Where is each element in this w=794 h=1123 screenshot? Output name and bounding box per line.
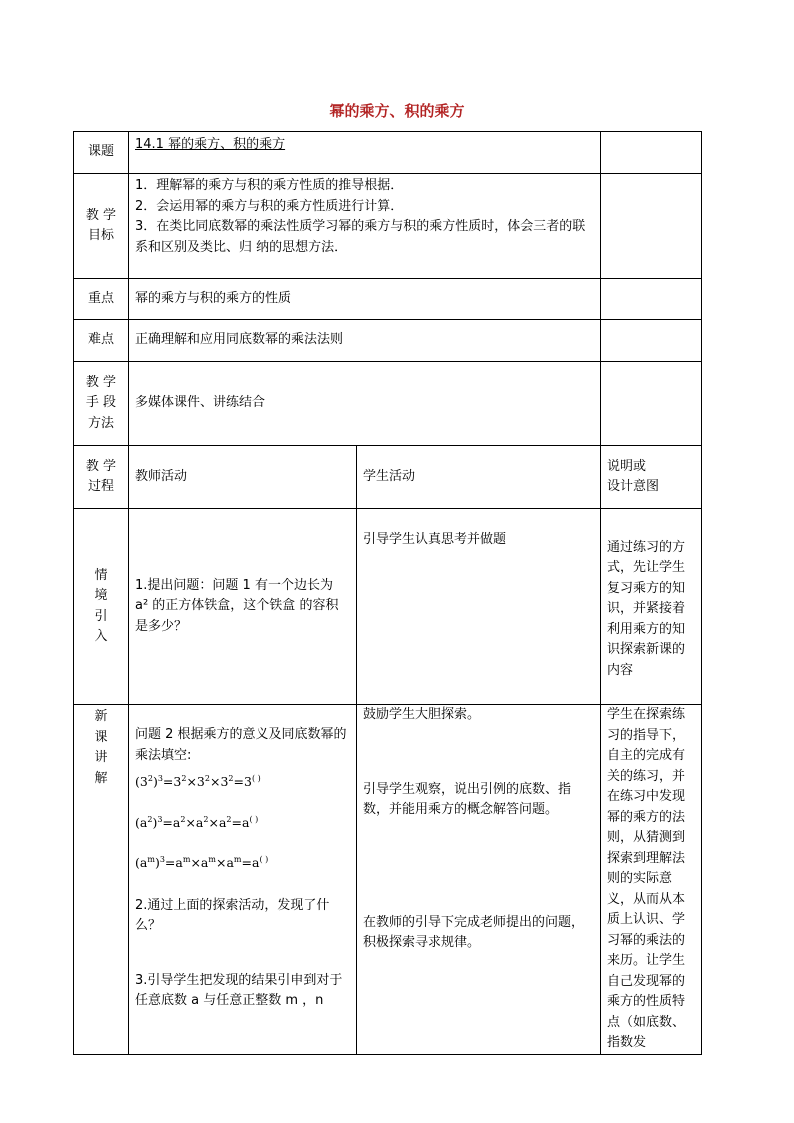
goals-value — [129, 174, 601, 279]
label-lesson-c4: 解 — [94, 770, 108, 786]
question-3-generalize: 3.引导学生把发现的结果引申到对于任意底数 a 与任意正整数 m ，n — [135, 972, 343, 1008]
row-difficulty — [74, 320, 702, 362]
lesson-student — [357, 705, 601, 1055]
difficulty-value: 正确理解和应用同底数幂的乘法法则 — [129, 320, 601, 362]
goals-note-empty — [601, 174, 702, 279]
difficulty-note-empty — [601, 320, 702, 362]
intro-note: 通过练习的方式，先让学生复习乘方的知识，并紧接着利用乘方的知识探索新课的内容 — [601, 509, 702, 705]
label-methods-line2: 手 段 — [85, 395, 117, 411]
row-topic — [74, 132, 702, 174]
label-intro-c4: 入 — [94, 629, 108, 644]
topic-note-empty — [601, 132, 702, 174]
student-activity-3: 在教师的引导下完成老师提出的问题，积极探索寻求规律。 — [363, 914, 585, 950]
student-activity-1: 鼓励学生大胆探索。 — [363, 707, 481, 722]
label-lesson-c3: 讲 — [94, 750, 108, 765]
document-title: 幂的乘方、积的乘方 — [329, 102, 465, 120]
header-teacher-activity: 教师活动 — [129, 446, 357, 509]
intro-teacher: 1.提出问题：问题 1 有一个边长为 a² 的正方体铁盒，这个铁盒 的容积是多少？ — [129, 509, 357, 705]
label-lesson — [74, 705, 129, 1055]
math-line-3: $(a^m)^3=a^m\times a^m\times a^m=a^{( )}$ — [135, 854, 269, 870]
math-line-2: $(a^2)^3=a^2\times a^2\times a^2=a^{( )}$ — [135, 814, 259, 830]
key-value: 幂的乘方与积的乘方的性质 — [129, 279, 601, 320]
label-methods — [74, 362, 129, 446]
topic-value — [129, 132, 601, 174]
question-3-discover: 2.通过上面的探索活动，发现了什么？ — [135, 897, 330, 933]
topic-text: 14.1 幂的乘方、积的乘方 — [135, 137, 286, 152]
row-process-header — [74, 446, 702, 509]
goal-item: 2．会运用幂的乘方与积的乘方性质进行计算． — [135, 198, 404, 214]
label-process-line2: 过程 — [87, 479, 114, 494]
label-key: 重点 — [74, 279, 129, 320]
label-topic: 课题 — [74, 132, 129, 174]
question-2: 问题 2 根据乘方的意义及同底数幂的乘法填空: — [135, 727, 347, 763]
label-process — [74, 446, 129, 509]
header-note — [601, 446, 702, 509]
methods-note-empty — [601, 362, 702, 446]
lesson-teacher — [129, 705, 357, 1055]
label-intro-c1: 情 — [94, 567, 108, 583]
student-activity-2: 引导学生观察，说出引例的底数、指数，并能用乘方的概念解答问题。 — [363, 781, 572, 817]
label-goals-line1: 教 学 — [85, 207, 117, 223]
label-methods-line1: 教 学 — [85, 374, 117, 390]
label-lesson-c1: 新 — [94, 709, 108, 724]
key-note-empty — [601, 279, 702, 320]
label-difficulty: 难点 — [74, 320, 129, 362]
header-note-line1: 说明或 — [607, 458, 647, 474]
header-student-activity: 学生活动 — [357, 446, 601, 509]
row-key — [74, 279, 702, 320]
row-intro — [74, 509, 702, 705]
math-line-1: $(3^2)^3=3^2\times 3^2\times 3^2=3^{( )}$ — [135, 773, 261, 789]
row-methods — [74, 362, 702, 446]
header-note-line2: 设计意图 — [607, 479, 660, 494]
row-lesson — [74, 705, 702, 1055]
label-intro-c2: 境 — [94, 588, 108, 603]
intro-student: 引导学生认真思考并做题 — [357, 509, 601, 705]
goal-item: 1．理解幂的乘方与积的乘方性质的推导根据． — [135, 178, 404, 193]
label-intro — [74, 509, 129, 705]
label-process-line1: 教 学 — [85, 458, 117, 474]
methods-value: 多媒体课件、讲练结合 — [129, 362, 601, 446]
label-goals-line2: 目标 — [87, 228, 114, 243]
label-lesson-c2: 课 — [94, 729, 108, 745]
goal-item: 3．在类比同底数幂的乘法性质学习幂的乘方与积的乘方性质时，体会三者的联系和区别及类比、归 纳的思想方法． — [135, 219, 586, 255]
row-goals — [74, 174, 702, 279]
label-intro-c3: 引 — [94, 608, 108, 624]
lesson-note: 学生在探索练习的指导下，自主的完成有关的练习，并在练习中发现幂的乘方的法则，从猜测到探索到理解法则的实际意义，从而从本质上认识、学习幂的乘法的来历。让学生自己发现幂的乘方的性质特点（如底数、指数发 — [601, 705, 702, 1055]
label-methods-line3: 方法 — [87, 415, 114, 431]
label-goals — [74, 174, 129, 279]
lesson-plan-table — [73, 131, 702, 1055]
